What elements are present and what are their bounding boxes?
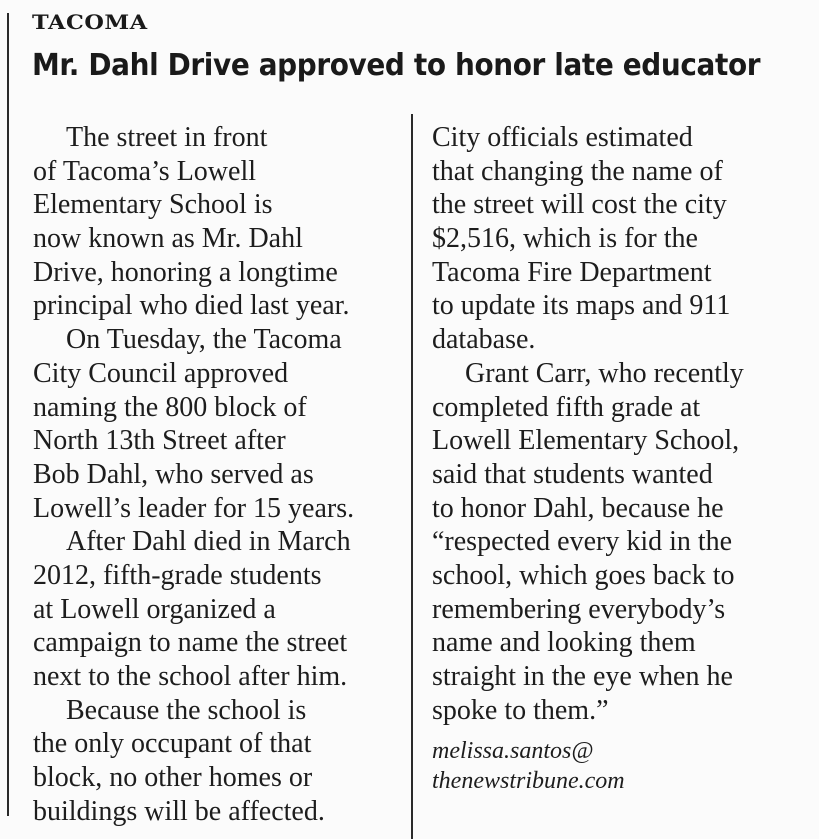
body-text-line: buildings will be affected. (33, 795, 325, 827)
body-text-line: Lowell’s leader for 15 years. (33, 492, 355, 524)
body-text-line: that changing the name of (432, 155, 723, 187)
body-text-line: at Lowell organized a (33, 593, 276, 625)
body-text-line: now known as Mr. Dahl (33, 223, 303, 255)
body-text-line: block, no other homes or (33, 762, 313, 794)
body-text-line: principal who died last year. (33, 290, 350, 322)
body-text-line: $2,516, which is for the (432, 223, 698, 255)
body-text-line: Drive, honoring a longtime (33, 256, 338, 288)
author-email-byline: thenewstribune.com (432, 768, 625, 795)
author-email-byline: melissa.santos@ (432, 738, 594, 765)
body-text-line: next to the school after him. (33, 661, 348, 692)
body-text-line: to honor Dahl, because he (432, 492, 724, 524)
body-text-line: “respected every kid in the (432, 526, 733, 558)
body-text-line: 2012, fifth-grade students (33, 559, 322, 591)
body-text-line: to update its maps and 911 (432, 290, 731, 322)
body-text-line: name and looking them (432, 627, 696, 659)
body-text-line: completed fifth grade at (432, 391, 701, 423)
article-column-left (33, 121, 408, 828)
body-text-line: naming the 800 block of (33, 391, 307, 423)
body-text-line: After Dahl died in March (66, 526, 351, 558)
body-text-line: straight in the eye when he (432, 661, 733, 692)
body-text-line: database. (432, 324, 536, 356)
article-headline: Mr. Dahl Drive approved to honor late educator (32, 48, 761, 83)
article-column-right (432, 121, 817, 796)
body-text-line: campaign to name the street (33, 627, 348, 659)
body-text-line: of Tacoma’s Lowell (33, 155, 257, 187)
body-text-line: Because the school is (66, 694, 307, 726)
body-text-line: North 13th Street after (33, 425, 286, 457)
body-text-line: the street will cost the city (432, 189, 727, 221)
body-text-line: City Council approved (33, 357, 289, 389)
body-text-line: said that students wanted (432, 458, 713, 490)
body-text-line: school, which goes back to (432, 559, 735, 591)
body-text-line: Elementary School is (33, 189, 273, 221)
section-kicker: TACOMA (32, 10, 148, 34)
body-text-line: Bob Dahl, who served as (33, 458, 314, 490)
body-text-line: On Tuesday, the Tacoma (66, 324, 342, 356)
body-text-line: spoke to them.” (432, 694, 609, 726)
body-text-line: Lowell Elementary School, (432, 425, 740, 457)
column-divider-rule (411, 114, 413, 839)
body-text-line: remembering everybody’s (432, 593, 726, 625)
body-text-line: Tacoma Fire Department (432, 256, 712, 288)
body-text-line: Grant Carr, who recently (465, 357, 744, 389)
body-text-line: the only occupant of that (33, 728, 312, 760)
left-border-rule (7, 13, 9, 816)
body-text-line: The street in front (66, 122, 268, 153)
body-text-line: City officials estimated (432, 122, 693, 153)
